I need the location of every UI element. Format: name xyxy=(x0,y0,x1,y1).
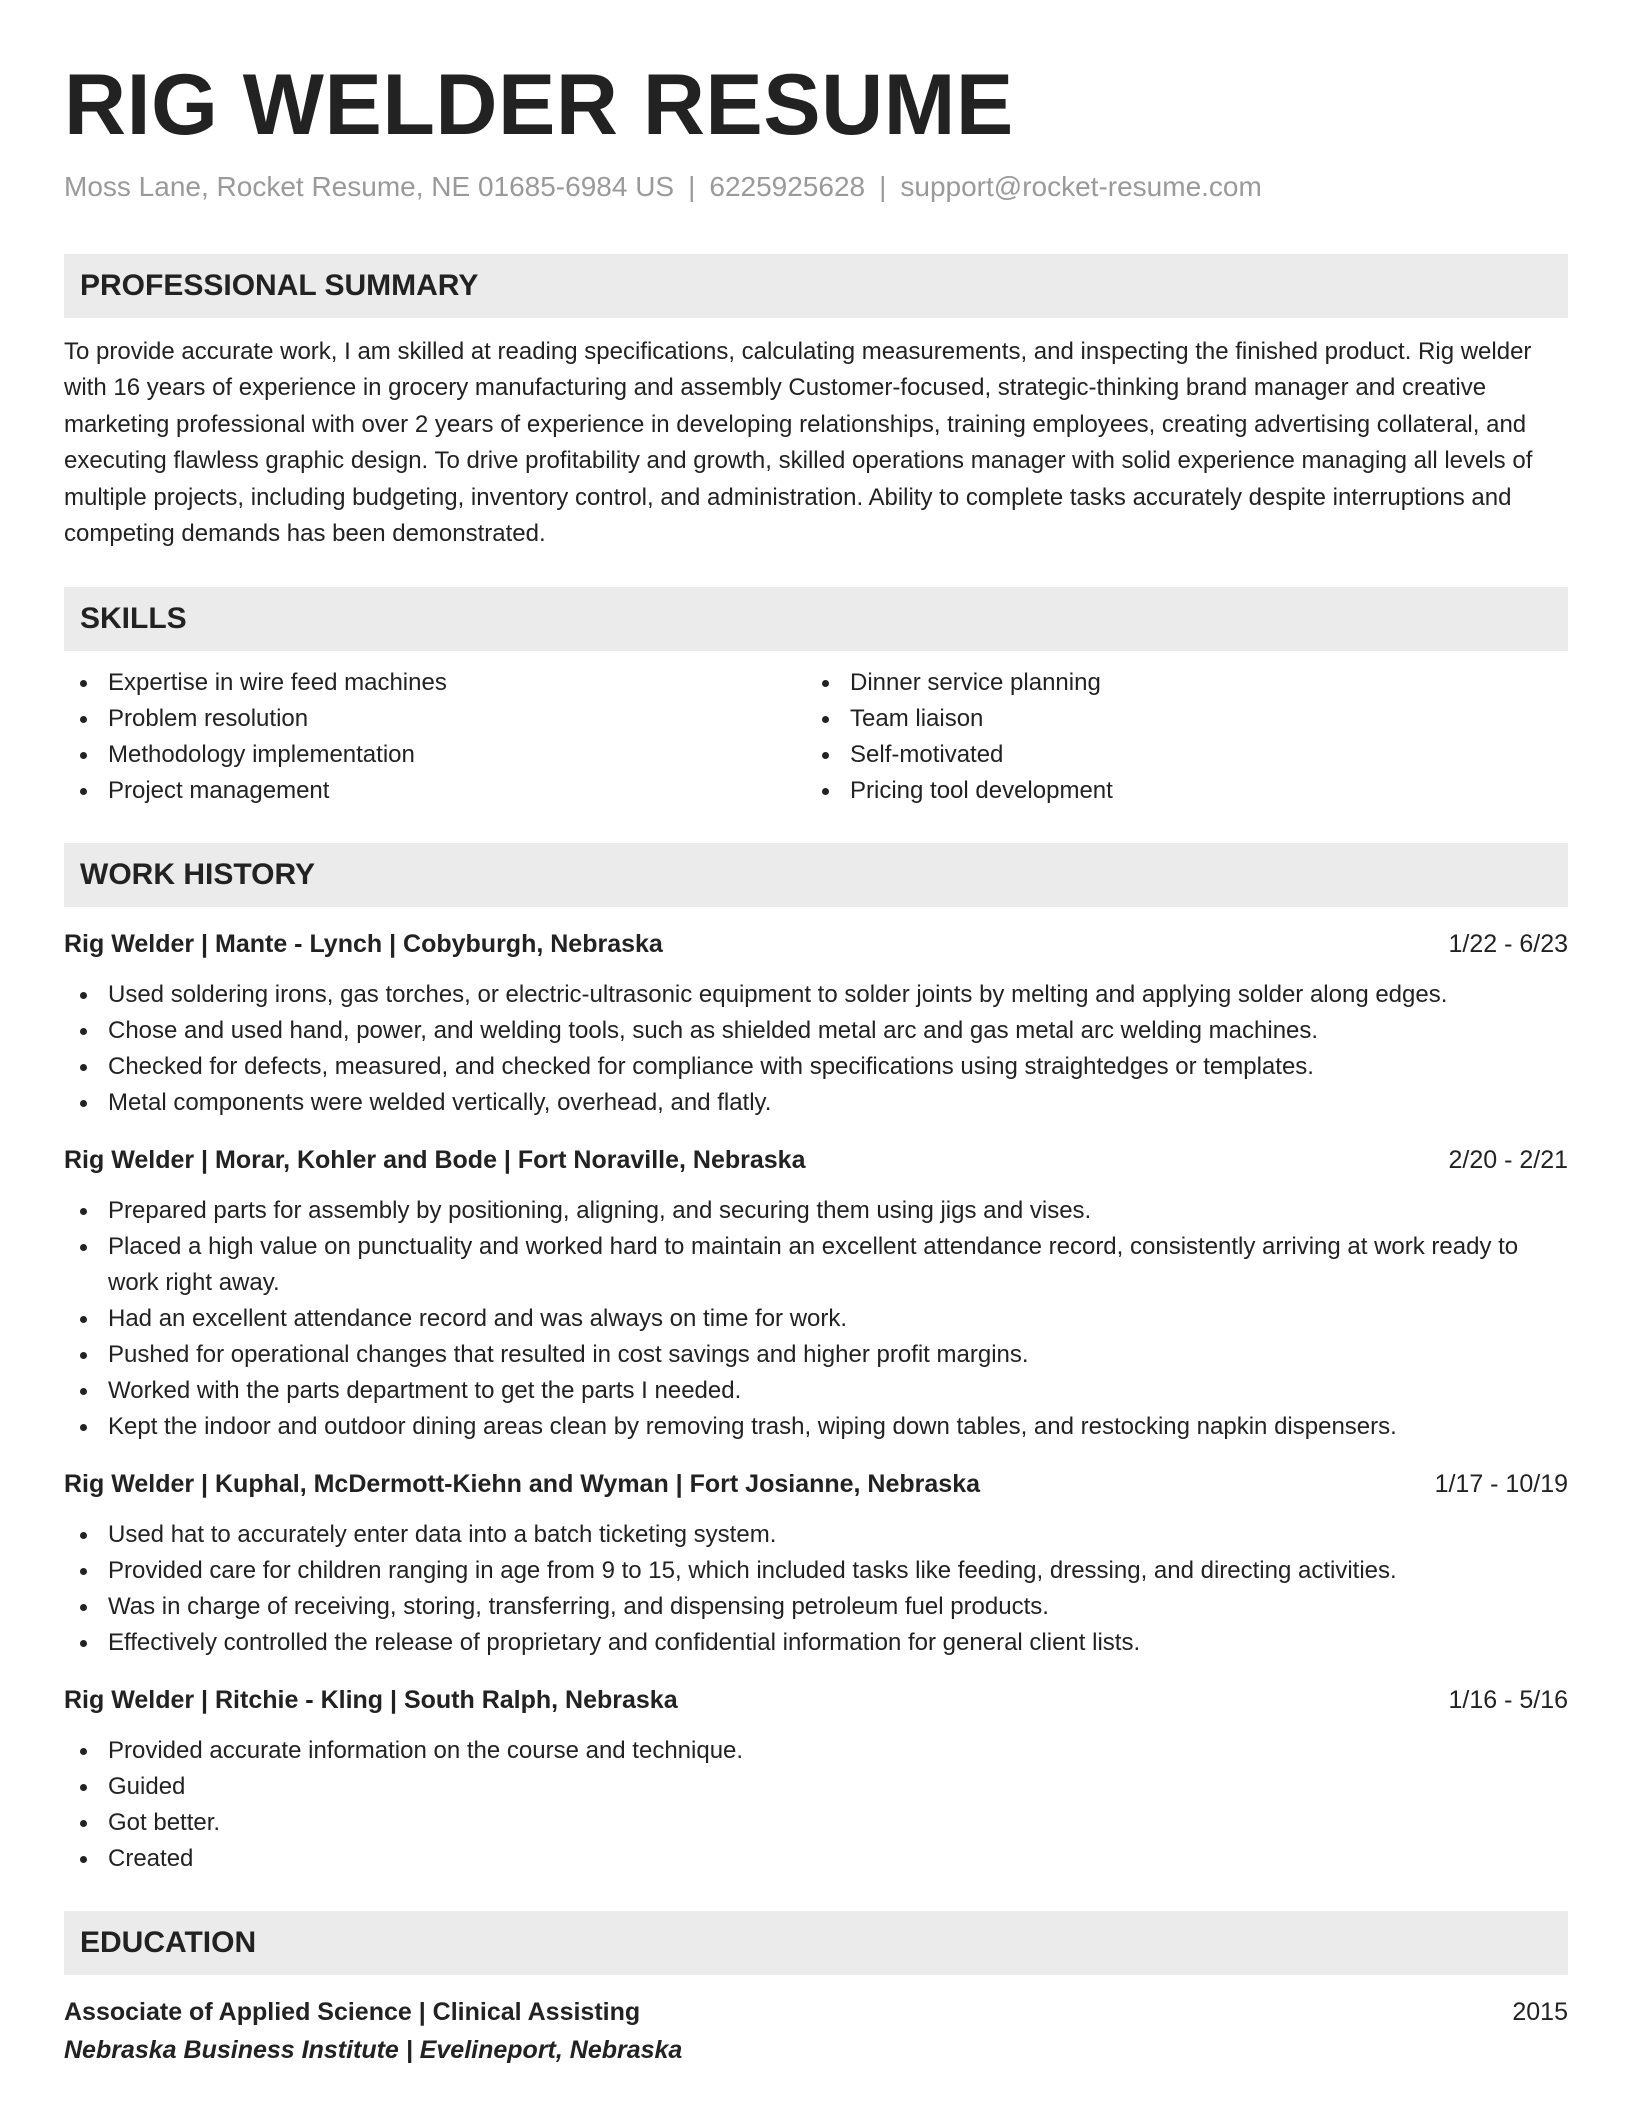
job-dates: 1/17 - 10/19 xyxy=(1434,1469,1568,1498)
job-bullets xyxy=(64,977,1568,1121)
contact-address: Moss Lane, Rocket Resume, NE 01685-6984 US xyxy=(64,171,675,202)
education-year: 2015 xyxy=(1512,1997,1568,2026)
job-bullet: Was in charge of receiving, storing, transferring, and dispensing petroleum fuel products. xyxy=(64,1589,1568,1625)
education-school: Nebraska Business Institute | Evelineport, Nebraska xyxy=(64,2035,683,2064)
job-bullet: Pushed for operational changes that resulted in cost savings and higher profit margins. xyxy=(64,1337,1568,1373)
job-heading xyxy=(64,1143,1568,1177)
job-bullet: Got better. xyxy=(64,1805,1568,1841)
contact-separator: | xyxy=(688,171,696,202)
resume-title: RIG WELDER RESUME xyxy=(64,57,1014,153)
skills-column-left xyxy=(64,665,806,809)
contact-separator: | xyxy=(879,171,887,202)
education-degree: Associate of Applied Science | Clinical Assisting xyxy=(64,1997,641,2026)
job-bullet: Worked with the parts department to get the parts I needed. xyxy=(64,1373,1568,1409)
job-entry xyxy=(64,1683,1568,1877)
job-dates: 1/16 - 5/16 xyxy=(1448,1685,1568,1714)
job-title: Rig Welder | Morar, Kohler and Bode | Fort Noraville, Nebraska xyxy=(64,1145,806,1174)
job-bullet: Used hat to accurately enter data into a batch ticketing system. xyxy=(64,1517,1568,1553)
job-bullet: Checked for defects, measured, and checked for compliance with specifications using straightedges or templates. xyxy=(64,1049,1568,1085)
skills-list xyxy=(64,665,1568,809)
skill-item: Pricing tool development xyxy=(806,773,1568,809)
job-bullets xyxy=(64,1733,1568,1877)
job-entry xyxy=(64,1143,1568,1445)
job-title: Rig Welder | Ritchie - Kling | South Ralph, Nebraska xyxy=(64,1685,678,1714)
summary-text: To provide accurate work, I am skilled at reading specifications, calculating measurements, and inspecting the finished product. Rig welder with 16 years of experience in grocery manufacturing and assembly Customer-focused, strategic-thinking brand manager and creative marketing professional with over 2 years of experience in developing relationships, training employees, creating advertising collateral, and executing flawless graphic design. To drive profitability and growth, skilled operations manager with solid experience managing all levels of multiple projects, including budgeting, inventory control, and administration. Ability to complete tasks accurately despite interruptions and competing demands has been demonstrated. xyxy=(64,337,1533,548)
job-bullet: Used soldering irons, gas torches, or electric-ultrasonic equipment to solder joints by melting and applying solder along edges. xyxy=(64,977,1568,1013)
job-bullet: Chose and used hand, power, and welding tools, such as shielded metal arc and gas metal arc welding machines. xyxy=(64,1013,1568,1049)
contact-email: support@rocket-resume.com xyxy=(900,171,1262,202)
job-entry xyxy=(64,927,1568,1121)
job-bullet: Metal components were welded vertically, overhead, and flatly. xyxy=(64,1085,1568,1121)
skill-item: Methodology implementation xyxy=(64,737,806,773)
section-header-education: EDUCATION xyxy=(64,1911,1568,1975)
job-bullet: Effectively controlled the release of proprietary and confidential information for general client lists. xyxy=(64,1625,1568,1661)
job-heading xyxy=(64,1467,1568,1501)
job-bullet: Kept the indoor and outdoor dining areas clean by removing trash, wiping down tables, and restocking napkin dispensers. xyxy=(64,1409,1568,1445)
job-bullet: Created xyxy=(64,1841,1568,1877)
section-header-skills: SKILLS xyxy=(64,587,1568,651)
job-title: Rig Welder | Mante - Lynch | Cobyburgh, Nebraska xyxy=(64,929,663,958)
job-bullet: Provided accurate information on the course and technique. xyxy=(64,1733,1568,1769)
job-title: Rig Welder | Kuphal, McDermott-Kiehn and Wyman | Fort Josianne, Nebraska xyxy=(64,1469,981,1498)
job-entry xyxy=(64,1467,1568,1661)
section-header-work-history: WORK HISTORY xyxy=(64,843,1568,907)
contact-line xyxy=(64,170,1568,204)
skill-item: Dinner service planning xyxy=(806,665,1568,701)
job-bullets xyxy=(64,1517,1568,1661)
job-heading xyxy=(64,927,1568,961)
education-entry xyxy=(64,1995,1568,2067)
skill-item: Team liaison xyxy=(806,701,1568,737)
skill-item: Project management xyxy=(64,773,806,809)
job-bullet: Had an excellent attendance record and was always on time for work. xyxy=(64,1301,1568,1337)
contact-phone: 6225925628 xyxy=(709,171,866,202)
skill-item: Problem resolution xyxy=(64,701,806,737)
education-heading xyxy=(64,1995,1568,2029)
job-bullet: Guided xyxy=(64,1769,1568,1805)
job-bullet: Prepared parts for assembly by positioning, aligning, and securing them using jigs and vises. xyxy=(64,1193,1568,1229)
job-dates: 2/20 - 2/21 xyxy=(1448,1145,1568,1174)
skill-item: Self-motivated xyxy=(806,737,1568,773)
job-bullets xyxy=(64,1193,1568,1445)
job-bullet: Placed a high value on punctuality and worked hard to maintain an excellent attendance record, consistently arriving at work ready to work right away. xyxy=(64,1229,1568,1301)
section-header-summary: PROFESSIONAL SUMMARY xyxy=(64,254,1568,318)
job-bullet: Provided care for children ranging in age from 9 to 15, which included tasks like feeding, dressing, and directing activities. xyxy=(64,1553,1568,1589)
job-dates: 1/22 - 6/23 xyxy=(1448,929,1568,958)
skill-item: Expertise in wire feed machines xyxy=(64,665,806,701)
skills-column-right xyxy=(806,665,1568,809)
job-heading xyxy=(64,1683,1568,1717)
